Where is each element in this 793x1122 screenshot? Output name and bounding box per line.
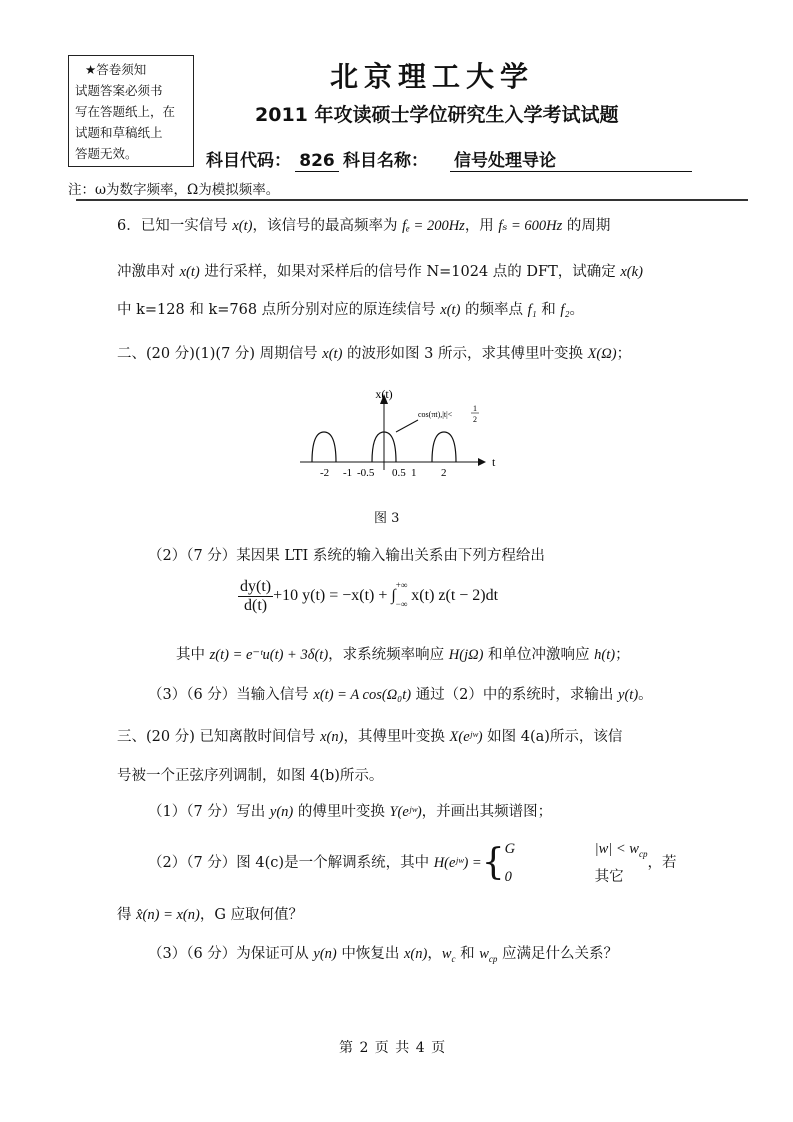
text: 6．已知一实信号 (117, 218, 233, 234)
text: 三、(20 分) 已知离散时间信号 (117, 729, 321, 745)
text: ； (615, 647, 630, 663)
text: 和 (536, 302, 561, 318)
math-xn: x(n) (320, 729, 344, 745)
annotation-text: cos(πt),|t|< (418, 410, 453, 419)
case-1-condition: |w| < w (594, 841, 639, 857)
q2-where-line (176, 643, 630, 664)
text: 得 (117, 907, 137, 923)
case-2-condition: 其它 (594, 868, 624, 885)
q6-line-3 (117, 298, 584, 319)
t-label: t (492, 455, 496, 469)
tick-label: -1 (343, 467, 353, 479)
text: 应满足什么关系？ (497, 946, 618, 962)
text: ，求系统频率响应 (328, 647, 449, 663)
math-fs: fₛ = 600Hz (498, 218, 563, 234)
text: 如图 4(a)所示，该信 (482, 729, 623, 745)
q2-intro (117, 342, 631, 363)
text: 。 (569, 302, 584, 318)
tick-label: 0.5 (392, 467, 406, 479)
subject-name: 信号处理导论 (450, 146, 692, 172)
math-input: x(t) = A cos(Ω₀t) (313, 687, 412, 703)
text: 和单位冲激响应 (483, 647, 595, 663)
frac-numerator: dy(t) (240, 578, 272, 595)
pulse-left (312, 432, 336, 462)
left-brace: { (481, 841, 505, 883)
math-yt: y(t) (618, 687, 639, 703)
tick-label: -0.5 (357, 467, 375, 479)
exam-title: 2011 年攻读硕士学位研究生入学考试试题 (255, 104, 619, 126)
math-xt: x(t) (440, 302, 461, 318)
text: ； (616, 346, 632, 362)
text: 冲激串对 (117, 264, 180, 280)
text: ，若 (647, 854, 677, 871)
frac-denominator: d(t) (244, 597, 268, 614)
annotation-frac-num: 1 (473, 404, 477, 413)
math-zt: z(t) = e⁻ᵗu(t) + 3δ(t) (209, 647, 329, 663)
subscript: c (451, 953, 456, 964)
math-xt: x(t) (179, 264, 200, 280)
tick-label: 2 (441, 467, 447, 479)
text: ，用 (464, 218, 499, 234)
text: （3）（6 分）当输入信号 (148, 687, 314, 703)
math-xhat: x̂(n) = x(n) (136, 907, 200, 923)
math-HjOmega: H(jΩ) (448, 647, 484, 663)
math-XOmega: X(Ω) (587, 346, 617, 362)
case-1-value: G (504, 841, 516, 857)
answer-notice-box (68, 55, 194, 167)
differential-equation (238, 578, 498, 615)
eq-body: +10 y(t) = −x(t) + ∫ (273, 587, 396, 605)
text: （1）（7 分）写出 (148, 804, 270, 820)
text: ，并画出其频谱图； (421, 804, 553, 820)
math-fc: fₑ = 200Hz (402, 218, 465, 234)
text: ，G 应取何值？ (199, 907, 304, 923)
text: 通过（2）中的系统时，求输出 (411, 687, 619, 703)
math-xn: x(n) (403, 946, 428, 962)
t-axis-arrow (478, 458, 486, 466)
university-name: 北京理工大学 (330, 60, 535, 93)
math-f2: f₂ (560, 302, 570, 318)
figure-3-waveform (290, 380, 510, 490)
subject-code: 826 (295, 151, 339, 172)
math-f1: f₁ (527, 302, 537, 318)
math-yn: y(n) (269, 804, 294, 820)
q3-part-1 (148, 800, 552, 821)
text: 的波形如图 3 所示，求其傅里叶变换 (342, 346, 588, 362)
text: 其中 (176, 647, 210, 663)
integral-limits (396, 580, 408, 610)
text: 和 (455, 946, 480, 962)
page-number: 第 2 页 共 4 页 (339, 1040, 447, 1056)
math-ht: h(t) (594, 647, 616, 663)
text: 二、(20 分)(1)(7 分) 周期信号 (117, 346, 323, 362)
text: 的频率点 (460, 302, 528, 318)
tick-label: -2 (320, 467, 330, 479)
case-2 (505, 866, 648, 888)
text: 的周期 (562, 218, 611, 234)
annotation-frac-den: 2 (473, 415, 477, 424)
q3-part-3 (148, 942, 618, 965)
piecewise-cases (505, 838, 648, 888)
notice-line: 试题和草稿纸上 (75, 125, 163, 140)
case-1 (505, 838, 648, 866)
notice-line: 试题答案必须书 (75, 83, 163, 98)
y-label: x(t) (375, 387, 393, 401)
math-Yejw: Y(eʲʷ) (389, 804, 422, 820)
text: （3）（6 分）为保证可从 (148, 946, 314, 962)
subject-line (206, 146, 692, 172)
text: （2）（7 分）图 4(c)是一个解调系统，其中 (148, 854, 434, 871)
header-divider (76, 199, 748, 201)
text: 中 k=128 和 k=768 点所分别对应的原连续信号 (117, 302, 441, 318)
pulse-right (432, 432, 456, 462)
eq-tail: x(t) z(t − 2)dt (407, 587, 499, 605)
text: ，其傅里叶变换 (343, 729, 450, 745)
math-xt: x(t) (322, 346, 343, 362)
q3-part-2 (148, 838, 676, 888)
tick-label: 1 (411, 467, 417, 479)
text: ， (427, 946, 442, 962)
math-Hejw: H(eʲʷ) = (433, 854, 482, 871)
notice-title: ★答卷须知 (85, 62, 147, 77)
q3-line-2: 号被一个正弦序列调制，如图 4(b)所示。 (117, 768, 384, 784)
text: ，该信号的最高频率为 (252, 218, 403, 234)
math-yn: y(n) (313, 946, 337, 962)
math-Xejw: X(eʲʷ) (449, 729, 483, 745)
subject-code-label: 科目代码： (206, 151, 291, 171)
text: 中恢复出 (336, 946, 404, 962)
math-wcp: w (479, 946, 489, 962)
text: 。 (638, 687, 653, 703)
q3-line-1 (117, 725, 622, 746)
text: 的傅里叶变换 (293, 804, 390, 820)
lower-limit: −∞ (395, 598, 408, 609)
subscript: cp (638, 848, 648, 859)
q6-line-1 (117, 214, 610, 235)
case-2-value: 0 (504, 868, 512, 885)
q2-part-2: （2）（7 分）某因果 LTI 系统的输入输出关系由下列方程给出 (148, 548, 545, 564)
upper-limit: +∞ (395, 579, 408, 590)
figure-3-caption: 图 3 (374, 511, 400, 526)
q3-part-2-line-2 (117, 903, 303, 924)
math-xt: x(t) (232, 218, 253, 234)
math-xk: x(k) (620, 264, 643, 280)
subscript: cp (488, 953, 498, 964)
frequency-note: 注：ω为数字频率，Ω为模拟频率。 (68, 182, 280, 198)
notice-line: 写在答题纸上，在 (75, 104, 176, 119)
notice-line: 答题无效。 (75, 146, 138, 161)
math-wc: w (441, 946, 452, 962)
q2-part-3 (148, 683, 653, 704)
q6-line-2 (117, 260, 643, 281)
annotation-leader (396, 420, 418, 432)
derivative-fraction (238, 578, 273, 615)
text: 进行采样，如果对采样后的信号作 N=1024 点的 DFT，试确定 (199, 264, 621, 280)
subject-name-label: 科目名称： (343, 151, 428, 171)
